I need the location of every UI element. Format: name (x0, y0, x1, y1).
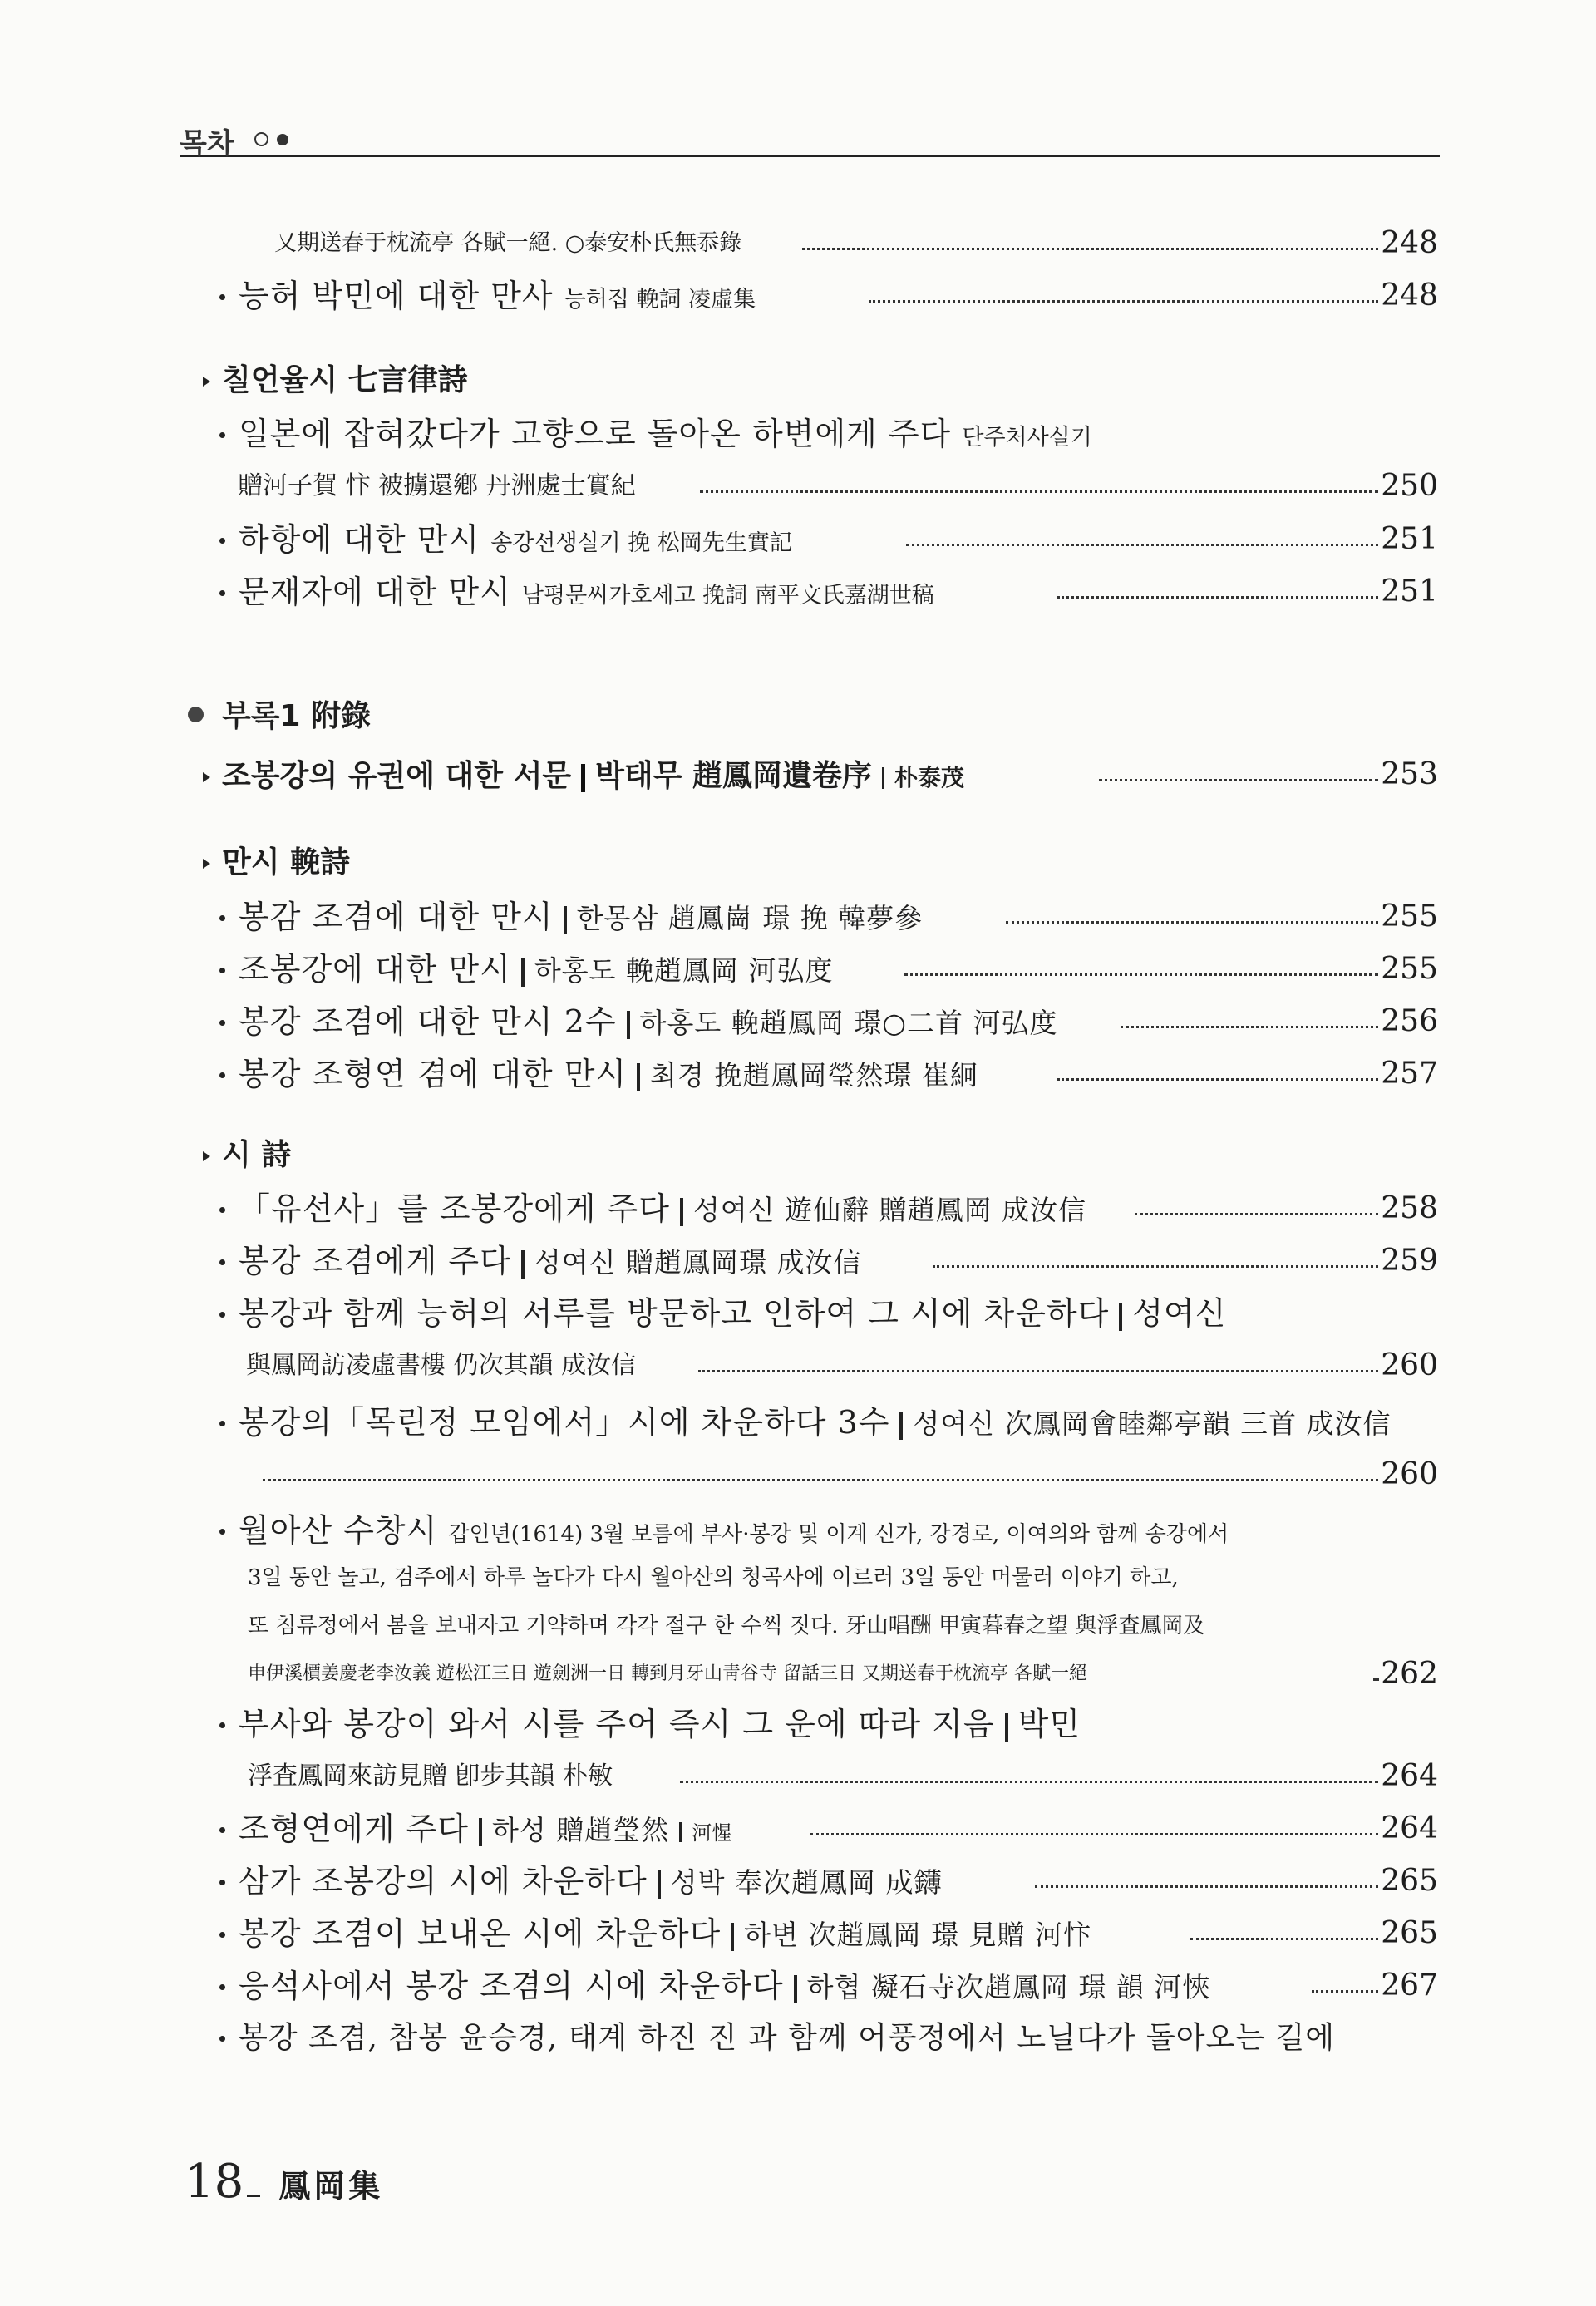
entry-text: 贈河子賀 忭 被擄還鄕 丹洲處士實紀 (238, 471, 636, 500)
dot-leader (1121, 1026, 1378, 1028)
page-number: 262 (1381, 1657, 1438, 1691)
page-number: 267 (1381, 1968, 1438, 2003)
toc-entry (0, 1858, 1596, 1904)
page-number: 255 (1381, 952, 1438, 986)
entry-text (219, 949, 833, 991)
bullet-icon (219, 590, 225, 596)
toc-entry (0, 2015, 1596, 2062)
entry-text (219, 897, 923, 939)
heading-title: 시 詩 (222, 1138, 292, 1172)
bullet-icon (219, 1312, 225, 1318)
entry-author: 하홍도 輓趙鳳岡 璟○二首 河弘度 (639, 1007, 1058, 1039)
bullet-icon (219, 1020, 225, 1026)
dot-leader (1006, 921, 1378, 924)
entry-title: 「유선사」를 조봉강에게 주다 (239, 1190, 670, 1227)
entry-text (219, 414, 1092, 458)
toc-heading (0, 356, 1596, 402)
heading-title: 조봉강의 유권에 대한 서문 (222, 759, 572, 793)
bullet-icon (219, 432, 225, 438)
heading-text (203, 755, 964, 798)
page-number: 264 (1381, 1811, 1438, 1845)
entry-text (219, 1293, 1226, 1333)
entry-title: 봉강과 함께 능허의 서루를 방문하고 인하여 그 시에 차운하다 (239, 1295, 1110, 1332)
entry-author: 성박 奉次趙鳳岡 成鑮 (670, 1866, 943, 1899)
bullet-icon (219, 2036, 225, 2042)
toc-entry (0, 1290, 1596, 1337)
toc-entry (0, 1185, 1596, 1232)
separator (899, 1412, 903, 1440)
toc-heading (0, 838, 1596, 884)
toc-entry (0, 516, 1596, 563)
triangle-bullet-icon (203, 1151, 210, 1161)
entry-title: 응석사에서 봉강 조겸의 시에 차운하다 (239, 1968, 784, 2004)
entry-title: 조봉강에 대한 만시 (239, 951, 511, 988)
dot-leader (1035, 1885, 1378, 1888)
entry-text: 又期送春于枕流亭 各賦一絕. ○泰安朴氏無忝錄 (274, 230, 742, 256)
toc-entry (0, 411, 1596, 457)
page-number: 251 (1381, 522, 1438, 556)
toc-entry (0, 1451, 1596, 1498)
separator (794, 1975, 797, 2003)
entry-text (219, 1054, 978, 1096)
toc-entry (0, 1343, 1596, 1389)
triangle-bullet-icon (203, 859, 210, 869)
triangle-bullet-icon (203, 377, 210, 387)
section-dot-icon (188, 707, 204, 722)
toc-entry (0, 220, 1596, 267)
toc-entry (0, 463, 1596, 510)
toc-entry (0, 1051, 1596, 1097)
entry-text: 또 침류정에서 봄을 보내자고 기약하며 각각 절구 한 수씩 짓다. 牙山唱酬 甲寅暮春之望 與浮査鳳岡及 (248, 1614, 1205, 1638)
entry-title: 봉강 조겸, 참봉 윤승경, 태계 하진 진 과 함께 어풍정에서 노닐다가 돌아오는 길에 (239, 2021, 1336, 2055)
heading-title: 칠언율시 七言律詩 (222, 363, 468, 397)
page-number: 260 (1381, 1348, 1438, 1382)
dot-leader (700, 490, 1378, 493)
bullet-icon (219, 1072, 225, 1078)
bullet-icon (219, 1880, 225, 1885)
bullet-icon (219, 1827, 225, 1833)
dot-leader (906, 544, 1378, 546)
toc-entry (0, 1701, 1596, 1747)
section-title: 부록1 附錄 (222, 699, 372, 733)
heading-text (203, 359, 468, 401)
separator (882, 767, 884, 789)
entry-author: 하홍도 輓趙鳳岡 河弘度 (534, 954, 834, 987)
dot-leader (810, 1833, 1378, 1835)
book-title: 鳳岡集 (278, 2167, 384, 2205)
page-number: 259 (1381, 1244, 1438, 1278)
entry-text: 申伊溪檟姜慶老李汝義 遊松江三日 遊劍洲一日 轉到月牙山靑谷寺 留話三日 又期送春于枕流亭 各賦一絕 (248, 1663, 1087, 1684)
section-text (188, 695, 371, 737)
entry-source: 능허집 輓詞 凌虛集 (564, 287, 756, 313)
entry-title: 봉강 조겸에 대한 만시 2수 (239, 1003, 617, 1040)
open-circle-icon (254, 132, 268, 146)
entry-text (219, 1002, 1057, 1043)
dot-leader (680, 1781, 1378, 1783)
heading-author: 박태무 趙鳳岡遺卷序 (595, 759, 873, 793)
heading-extra: 朴泰茂 (894, 764, 965, 791)
bullet-icon (219, 1421, 225, 1426)
entry-extra: 河惺 (692, 1821, 732, 1845)
toc-entry (0, 1238, 1596, 1284)
toc-entry (0, 1963, 1596, 2009)
bullet-icon (219, 294, 225, 300)
page-number: 250 (1381, 469, 1438, 503)
toc-entry (0, 998, 1596, 1045)
page-number: 260 (1381, 1457, 1438, 1491)
toc-entry (0, 894, 1596, 940)
entry-title: 조형연에게 주다 (239, 1811, 470, 1847)
entry-text (219, 1966, 1210, 2008)
dot-leader (1373, 1678, 1378, 1681)
entry-title: 하항에 대한 만시 (239, 521, 480, 558)
entry-text: 與鳳岡訪凌虛書樓 仍次其韻 成汝信 (246, 1351, 637, 1380)
entry-author: 하성 贈趙瑩然 (492, 1814, 670, 1846)
separator (521, 1250, 525, 1279)
separator (1005, 1713, 1008, 1742)
folio-number: 18 (185, 2155, 244, 2209)
toc-entry (0, 1603, 1596, 1649)
page-number: 265 (1381, 1916, 1438, 1950)
entry-text (219, 1914, 1091, 1955)
entry-author: 성여신 (1132, 1295, 1227, 1332)
filled-circle-icon (277, 134, 288, 145)
folio-underline (247, 2195, 260, 2197)
entry-author: 성여신 贈趙鳳岡璟 成汝信 (534, 1246, 862, 1279)
toc-entry (0, 1507, 1596, 1554)
entry-text: 浮査鳳岡來訪見贈 卽步其韻 朴敏 (248, 1762, 613, 1791)
entry-text (219, 2018, 1335, 2058)
bullet-icon (219, 1984, 225, 1990)
entry-title: 봉강의「목린정 모임에서」시에 차운하다 3수 (239, 1404, 890, 1441)
entry-text (219, 1402, 1392, 1444)
heading-text (203, 1134, 291, 1175)
toc-entry (0, 1806, 1596, 1852)
entry-source: 송강선생실기 挽 松岡先生實記 (490, 530, 792, 556)
page-number: 264 (1381, 1759, 1438, 1793)
toc-entry (0, 273, 1596, 319)
entry-title: 문재자에 대한 만시 (239, 574, 511, 610)
separator (679, 1822, 682, 1842)
entry-text (219, 1704, 1081, 1744)
entry-note: 갑인년(1614) 3월 보름에 부사·봉강 및 이계 신가, 강경로, 이여의와 함께 송강에서 (448, 1522, 1229, 1547)
entry-text (219, 520, 792, 564)
bullet-icon (219, 538, 225, 544)
dot-leader (933, 1265, 1378, 1268)
entry-author: 하변 次趙鳳岡 璟 見贈 河忭 (744, 1919, 1091, 1951)
separator (680, 1198, 683, 1226)
entry-title: 봉강 조형연 겸에 대한 만시 (239, 1056, 628, 1092)
running-header (180, 121, 1440, 160)
page-number: 248 (1381, 278, 1438, 313)
page-number: 258 (1381, 1191, 1438, 1225)
page-number: 257 (1381, 1057, 1438, 1091)
entry-author: 최경 挽趙鳳岡瑩然璟 崔絅 (650, 1059, 978, 1091)
entry-source: 남평문씨가호세고 挽詞 南平文氏嘉湖世稿 (521, 583, 934, 609)
entry-author: 하협 凝石寺次趙鳳岡 璟 韻 河悏 (806, 1971, 1211, 2003)
dot-leader (263, 1479, 1378, 1481)
bullet-icon (219, 1529, 225, 1535)
entry-text (219, 572, 934, 616)
entry-title: 봉감 조겸에 대한 만시 (239, 899, 554, 935)
entry-text (219, 1241, 861, 1283)
bullet-icon (219, 1207, 225, 1213)
entry-title: 부사와 봉강이 와서 시를 주어 즉시 그 운에 따라 지음 (239, 1706, 995, 1742)
separator (564, 906, 567, 934)
dot-leader (869, 300, 1378, 303)
header-title: 목차 (180, 127, 234, 160)
toc-entry (0, 1753, 1596, 1800)
entry-source: 단주처사실기 (962, 425, 1092, 451)
page-number: 265 (1381, 1864, 1438, 1898)
entry-title: 삼가 조봉강의 시에 차운하다 (239, 1863, 648, 1899)
header-ornament (254, 131, 288, 146)
separator (581, 764, 585, 792)
page-number: 251 (1381, 574, 1438, 609)
entry-author: 성여신 遊仙辭 贈趙鳳岡 成汝信 (692, 1194, 1087, 1226)
entry-text (219, 1510, 1229, 1555)
entry-text (219, 1809, 732, 1853)
toc-entry (0, 946, 1596, 993)
bullet-icon (219, 1932, 225, 1938)
toc-heading (0, 751, 1596, 798)
toc-entry (0, 1399, 1596, 1446)
page-number: 248 (1381, 226, 1438, 260)
entry-title: 일본에 잡혀갔다가 고향으로 돌아온 하변에게 주다 (239, 416, 952, 452)
separator (479, 1818, 482, 1846)
entry-text (219, 1189, 1086, 1230)
entry-text (219, 276, 756, 320)
separator (731, 1923, 734, 1951)
separator (627, 1011, 630, 1039)
page-number: 256 (1381, 1004, 1438, 1038)
dot-leader (1057, 596, 1378, 599)
entry-title: 봉강 조겸에게 주다 (239, 1243, 511, 1279)
dot-leader (802, 248, 1378, 250)
page-footer (185, 2155, 383, 2209)
entry-title: 봉강 조겸이 보내온 시에 차운하다 (239, 1915, 722, 1952)
dot-leader (698, 1370, 1378, 1372)
separator (1119, 1303, 1122, 1331)
entry-text (219, 1861, 943, 1903)
separator (658, 1870, 661, 1899)
dot-leader (1135, 1213, 1378, 1215)
page-number: 255 (1381, 899, 1438, 934)
bullet-icon (219, 1722, 225, 1728)
heading-title: 만시 輓詩 (222, 845, 351, 880)
entry-author: 박민 (1017, 1706, 1081, 1742)
toc-heading (0, 1131, 1596, 1177)
toc-entry (0, 1651, 1596, 1697)
dot-leader (1190, 1938, 1378, 1940)
entry-title: 능허 박민에 대한 만사 (239, 278, 554, 314)
dot-leader (1057, 1078, 1378, 1081)
entry-text: 3일 동안 놀고, 검주에서 하루 놀다가 다시 월아산의 청곡사에 이르러 3일 동안 머물러 이야기 하고, (248, 1565, 1179, 1590)
bullet-icon (219, 968, 225, 973)
bullet-icon (219, 1259, 225, 1265)
entry-author: 성여신 次鳳岡會睦鄰亭韻 三首 成汝信 (913, 1407, 1392, 1440)
dot-leader (904, 973, 1378, 976)
entry-title: 월아산 수창시 (239, 1512, 438, 1549)
toc-section (0, 692, 1596, 738)
separator (637, 1063, 640, 1091)
page-number: 253 (1381, 757, 1438, 791)
triangle-bullet-icon (203, 772, 210, 782)
dot-leader (1312, 1990, 1378, 1993)
toc-entry (0, 1910, 1596, 1957)
bullet-icon (219, 915, 225, 921)
toc-entry (0, 1555, 1596, 1601)
heading-text (203, 841, 350, 883)
entry-author: 한몽삼 趙鳳崗 璟 挽 韓夢參 (576, 902, 924, 934)
dot-leader (1099, 779, 1378, 781)
toc-entry (0, 569, 1596, 615)
separator (521, 958, 525, 987)
